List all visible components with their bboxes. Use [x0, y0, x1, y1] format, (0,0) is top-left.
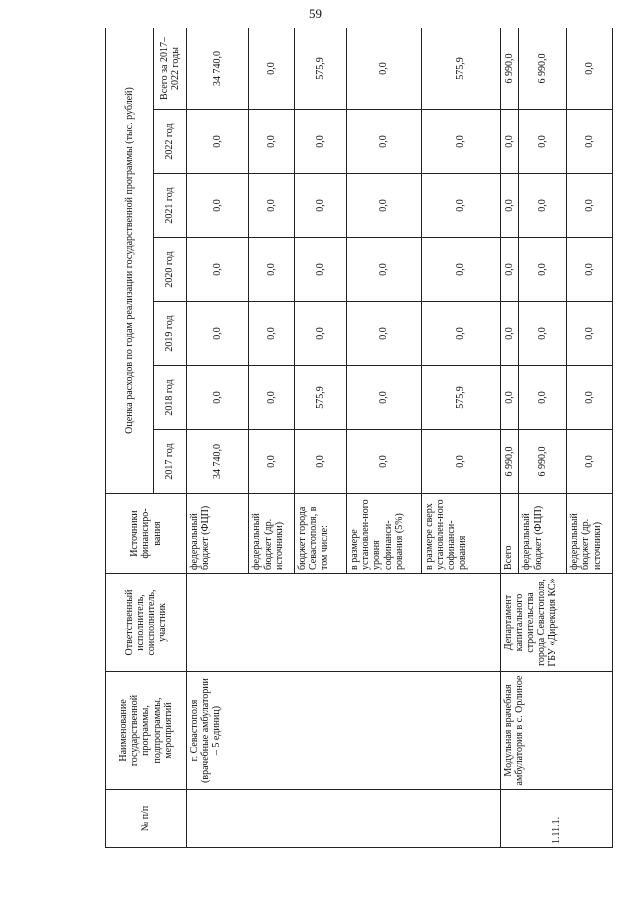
- value-cell: 0,0: [187, 110, 249, 174]
- value-cell: 0,0: [249, 174, 295, 238]
- source-cell: в размере сверх установлен-ного софинанси-рования: [421, 494, 500, 574]
- value-cell: 0,0: [567, 302, 613, 366]
- header-name: Наименование государственной программы, подпрограммы, мероприятий: [106, 672, 187, 790]
- total-cell: 6 990,0: [519, 28, 567, 110]
- value-cell: 0,0: [567, 174, 613, 238]
- rotated-table-frame: [105, 28, 613, 848]
- value-cell: 0,0: [519, 302, 567, 366]
- value-cell: 6 990,0: [519, 430, 567, 494]
- value-cell: 0,0: [346, 110, 421, 174]
- value-cell: 0,0: [249, 110, 295, 174]
- value-cell: 0,0: [421, 238, 500, 302]
- value-cell: 0,0: [421, 110, 500, 174]
- header-year: 2019 год: [153, 302, 186, 366]
- source-cell: Всего: [500, 494, 519, 574]
- value-cell: 0,0: [346, 430, 421, 494]
- header-year: 2017 год: [153, 430, 186, 494]
- source-cell: федеральный бюджет (ФЦП): [187, 494, 249, 574]
- value-cell: 0,0: [421, 174, 500, 238]
- value-cell: 0,0: [519, 238, 567, 302]
- value-cell: 0,0: [249, 302, 295, 366]
- value-cell: 0,0: [421, 302, 500, 366]
- source-cell: федеральный бюджет (ФЦП): [519, 494, 567, 574]
- value-cell: 0,0: [421, 430, 500, 494]
- value-cell: 0,0: [567, 110, 613, 174]
- value-cell: 0,0: [187, 238, 249, 302]
- total-cell: 6 990,0: [500, 28, 519, 110]
- group1-num-cell: [187, 790, 501, 848]
- value-cell: 0,0: [295, 238, 347, 302]
- value-cell: 0,0: [567, 366, 613, 430]
- value-cell: 0,0: [295, 302, 347, 366]
- group1-responsible-cell: [187, 574, 501, 672]
- value-cell: 0,0: [346, 238, 421, 302]
- total-cell: 0,0: [249, 28, 295, 110]
- table-row: [500, 28, 519, 848]
- value-cell: 0,0: [187, 366, 249, 430]
- header-year: 2018 год: [153, 366, 186, 430]
- value-cell: 6 990,0: [500, 430, 519, 494]
- header-year-total: Всего за 2017–2022 годы: [153, 28, 186, 110]
- header-estimate: Оценка расходов по годам реализации государственной программы (тыс. рублей): [106, 28, 154, 494]
- value-cell: 0,0: [249, 366, 295, 430]
- header-responsible: Ответственный исполнитель, соисполнитель, участник: [106, 574, 187, 672]
- total-cell: 0,0: [567, 28, 613, 110]
- source-cell: федеральный бюджет (др. источники): [567, 494, 613, 574]
- total-cell: 575,9: [295, 28, 347, 110]
- total-cell: 0,0: [346, 28, 421, 110]
- group2-responsible: Департамент капитального строительства города Севастополя, ГБУ «Дирекция КС»: [500, 574, 612, 672]
- total-cell: 34 740,0: [187, 28, 249, 110]
- header-year: 2021 год: [153, 174, 186, 238]
- header-year: 2020 год: [153, 238, 186, 302]
- value-cell: 0,0: [519, 110, 567, 174]
- value-cell: 0,0: [519, 174, 567, 238]
- value-cell: 0,0: [187, 302, 249, 366]
- header-year: 2022 год: [153, 110, 186, 174]
- total-cell: 575,9: [421, 28, 500, 110]
- value-cell: 0,0: [500, 302, 519, 366]
- group2-code: 1.11.1.: [500, 790, 612, 848]
- value-cell: 0,0: [249, 430, 295, 494]
- source-cell: федеральный бюджет (др. источники): [249, 494, 295, 574]
- value-cell: 0,0: [249, 238, 295, 302]
- value-cell: 575,9: [295, 366, 347, 430]
- value-cell: 34 740,0: [187, 430, 249, 494]
- header-num: № п/п: [106, 790, 187, 848]
- value-cell: 0,0: [500, 174, 519, 238]
- value-cell: 0,0: [295, 430, 347, 494]
- value-cell: 0,0: [187, 174, 249, 238]
- value-cell: 0,0: [500, 238, 519, 302]
- page-number: 59: [309, 6, 322, 21]
- value-cell: 0,0: [500, 110, 519, 174]
- table-row: [187, 28, 249, 848]
- group2-name: Модульная врачебная амбулатория в с. Орлиное: [500, 672, 612, 790]
- group1-name: г. Севастополя (врачебные амбулатории – 5 единиц): [187, 672, 501, 790]
- value-cell: 0,0: [500, 366, 519, 430]
- value-cell: 0,0: [567, 430, 613, 494]
- value-cell: 0,0: [346, 174, 421, 238]
- value-cell: 0,0: [519, 366, 567, 430]
- header-row-1: [106, 28, 154, 848]
- source-cell: в размере установлен-ного уровня софинанси-рования (5%): [346, 494, 421, 574]
- value-cell: 0,0: [346, 366, 421, 430]
- rotated-table-stage: [105, 28, 613, 848]
- value-cell: 0,0: [346, 302, 421, 366]
- header-source: Источники финансиро-вания: [106, 494, 187, 574]
- source-cell: бюджет города Севастополя, в том числе:: [295, 494, 347, 574]
- value-cell: 0,0: [295, 174, 347, 238]
- value-cell: 0,0: [567, 238, 613, 302]
- value-cell: 575,9: [421, 366, 500, 430]
- value-cell: 0,0: [295, 110, 347, 174]
- budget-table: [105, 28, 613, 848]
